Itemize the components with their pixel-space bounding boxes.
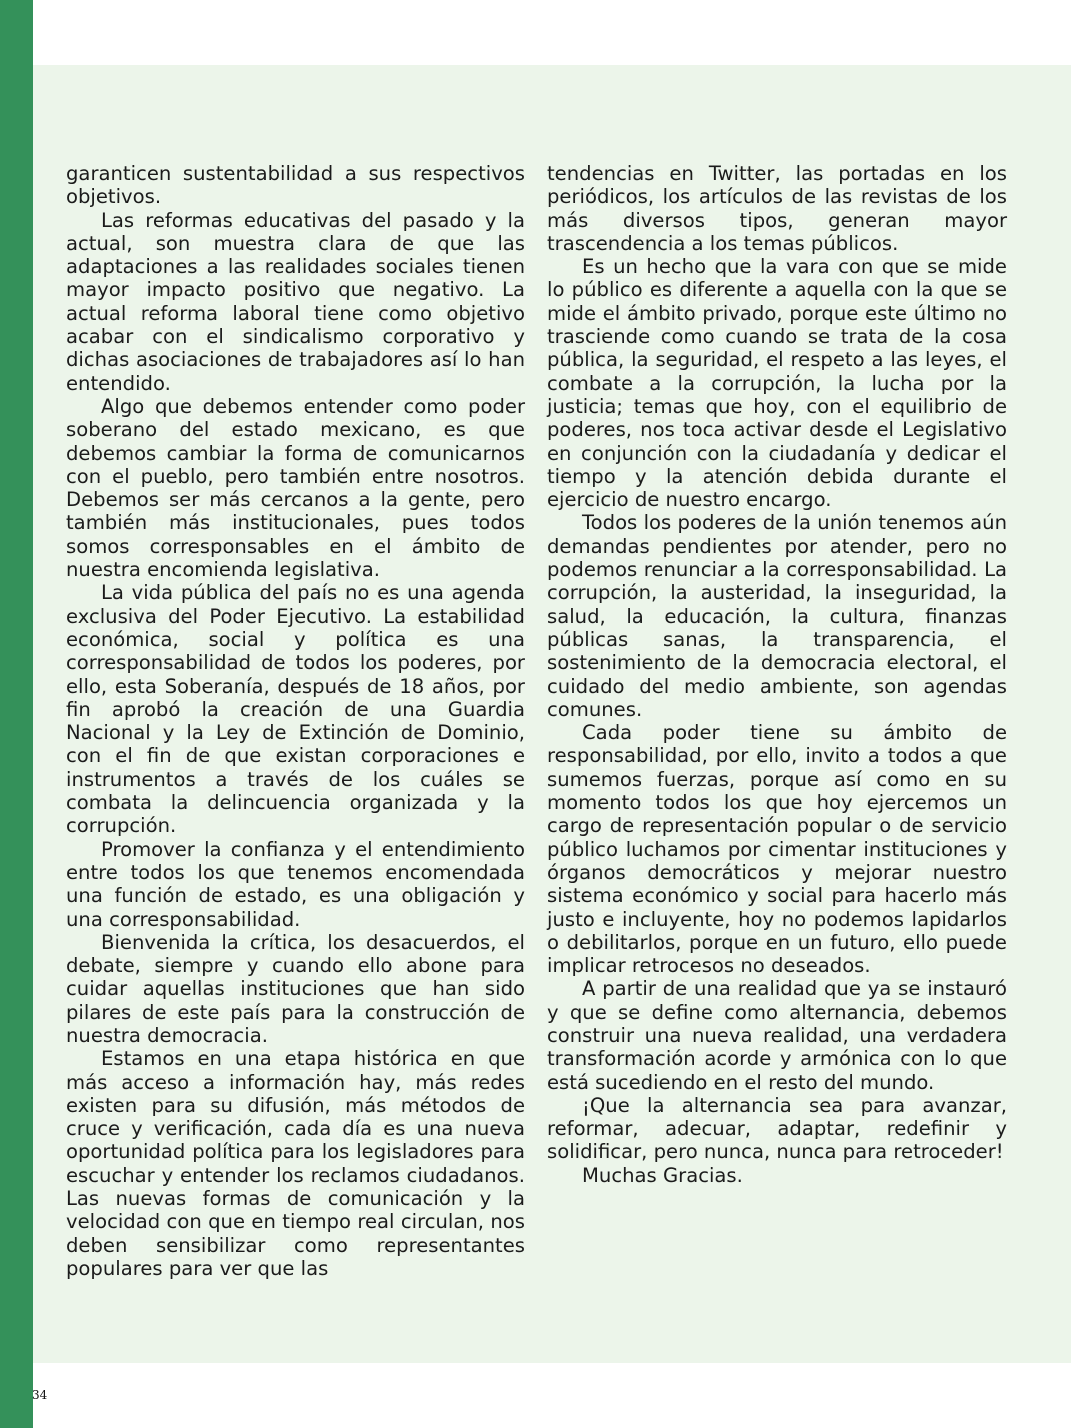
paragraph: Bienvenida la crítica, los desacuerdos, el debate, siempre y cuando ello abone para cuidar aquellas instituciones que han sido pilares de este país para la construcción de nuestra democracia. [66,930,525,1047]
paragraph: Todos los poderes de la unión tenemos aún demandas pendientes por atender, pero no podemos renunciar a la corresponsabilidad. La corrupción, la austeridad, la inseguridad, la salud, la educación, la cultura, finanzas públicas sanas, la transparencia, el sostenimiento de la democracia electoral, el cuidado del medio ambiente, son agendas comunes. [547,511,1007,721]
page-number: 34 [32,1388,48,1402]
paragraph: Algo que debemos entender como poder soberano del estado mexicano, es que debemos cambiar la forma de comunicarnos con el pueblo, pero también entre nosotros. Debemos ser más cercanos a la gente, pero también más institucionales, pues todos somos corresponsables en el ámbito de nuestra encomienda legislativa. [66,394,525,582]
paragraph: garanticen sustentabilidad a sus respectivos objetivos. [66,162,525,209]
right-text-column [547,162,1007,1187]
paragraph: Muchas Gracias. [582,1163,743,1187]
left-text-column [66,162,525,1280]
paragraph: ¡Que la alternancia sea para avanzar, reformar, adecuar, adaptar, redefinir y solidificar, pero nunca, nunca para retroceder! [547,1093,1007,1164]
paragraph: Cada poder tiene su ámbito de responsabilidad, por ello, invito a todos a que sumemos fuerzas, porque así como en su momento todos los que hoy ejercemos un cargo de representación popular o de servicio público luchamos por cimentar instituciones y órganos democráticos y mejorar nuestro sistema económico y social para hacerlo más justo e incluyente, hoy no podemos lapidarlos o debilitarlos, porque en un futuro, ello puede implicar retrocesos no deseados. [547,721,1007,978]
green-side-bar [0,0,33,1428]
paragraph: tendencias en Twitter, las portadas en los periódicos, los artículos de las revistas de los más diversos tipos, generan mayor trascendencia a los temas públicos. [547,162,1007,255]
paragraph: Es un hecho que la vara con que se mide lo público es diferente a aquella con la que se mide el ámbito privado, porque este último no trasciende como cuando se trata de la cosa pública, la seguridad, el respeto a las leyes, el combate a la corrupción, la lucha por la justicia; temas que hoy, con el equilibrio de poderes, nos toca activar desde el Legislativo en conjunción con la ciudadanía y dedicar el tiempo y la atención debida durante el ejercicio de nuestro encargo. [547,255,1007,512]
paragraph: Las reformas educativas del pasado y la actual, son muestra clara de que las adaptaciones a las realidades sociales tienen mayor impacto positivo que negativo. La actual reforma laboral tiene como objetivo acabar con el sindicalismo corporativo y dichas asociaciones de trabajadores así lo han entendido. [66,208,525,395]
paragraph: La vida pública del país no es una agenda exclusiva del Poder Ejecutivo. La estabilidad económica, social y política es una corresponsabilidad de todos los poderes, por ello, esta Soberanía, después de 18 años, por fin aprobó la creación de una Guardia Nacional y la Ley de Extinción de Dominio, con el fin de que existan corporaciones e instrumentos a través de los cuáles se combata la delincuencia organizada y la corrupción. [66,581,525,838]
paragraph: Estamos en una etapa histórica en que más acceso a información hay, más redes existen para su difusión, más métodos de cruce y verificación, cada día es una nueva oportunidad política para los legisladores para escuchar y entender los reclamos ciudadanos. Las nuevas formas de comunicación y la velocidad con que en tiempo real circulan, nos deben sensibilizar como representantes populares para ver que las [66,1047,525,1280]
paragraph: A partir de una realidad que ya se instauró y que se define como alternancia, debemos construir una nueva realidad, una verdadera transformación acorde y armónica con lo que está sucediendo en el resto del mundo. [547,977,1007,1094]
paragraph: Promover la confianza y el entendimiento entre todos los que tenemos encomendada una función de estado, es una obligación y una corresponsabilidad. [66,837,525,931]
